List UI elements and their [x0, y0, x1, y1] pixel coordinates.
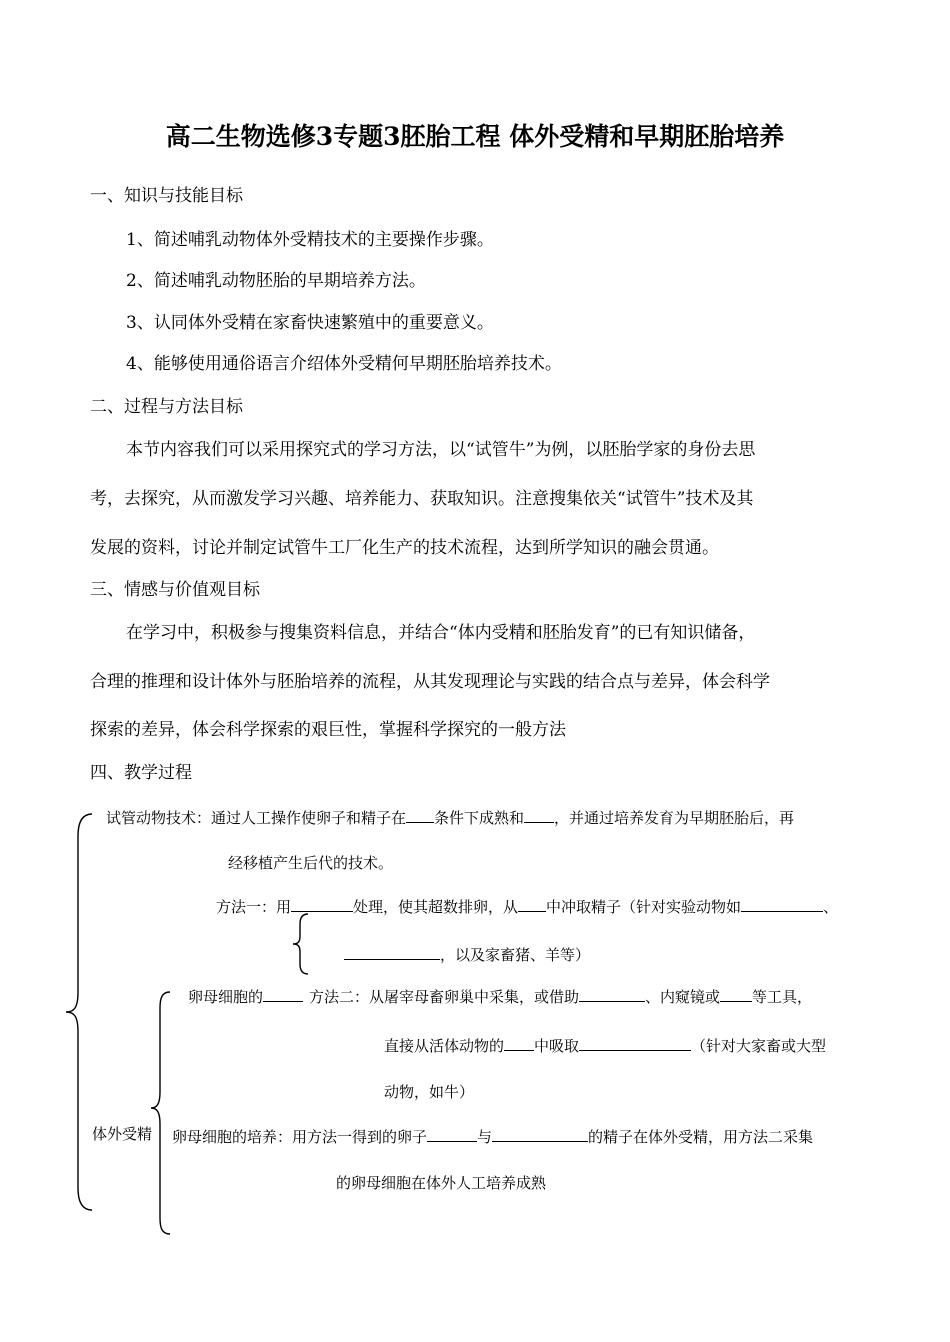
objective-item-2: 2、简述哺乳动物胚胎的早期培养方法。	[126, 271, 426, 291]
blank-lab-animal-1[interactable]	[741, 897, 823, 912]
method2-text-3: 等工具，	[752, 988, 813, 1006]
blank-fertilization[interactable]	[524, 808, 554, 823]
culture-text-3: 的精子在体外受精，用方法二采集	[588, 1128, 814, 1146]
blank-egg-collection[interactable]	[263, 987, 303, 1002]
blank-hormone[interactable]	[291, 897, 353, 912]
outer-brace	[60, 812, 100, 1212]
method1-text-1: 方法一：用	[216, 898, 292, 916]
method2-text-2: 、内窥镜或	[645, 988, 721, 1006]
blank-capacitated[interactable]	[492, 1127, 588, 1142]
values-paragraph-line-3: 探索的差异，体会科学探索的艰巨性，掌握科学探究的一般方法	[90, 720, 566, 740]
method2-text-6: （针对大家畜或大型	[691, 1037, 827, 1055]
egg-cell-brace	[148, 990, 178, 1236]
blank-oviduct[interactable]	[518, 897, 546, 912]
egg-cell-label: 卵母细胞的	[188, 988, 264, 1006]
blank-lab-animal-2[interactable]	[344, 945, 440, 960]
blank-condition[interactable]	[406, 808, 434, 823]
method1-text-4: 、	[823, 898, 839, 916]
culture-text-2: 与	[477, 1128, 493, 1146]
tube-animal-tech-text-3: ，并通过培养发育为早期胚胎后，再	[554, 809, 795, 827]
method2-line-3: 动物，如牛）	[384, 1083, 475, 1101]
tube-animal-tech-text-1: 试管动物技术：通过人工操作使卵子和精子在	[106, 809, 407, 827]
method1-brace	[290, 912, 314, 976]
blank-ultrasound[interactable]	[579, 987, 645, 1002]
process-paragraph-line-1: 本节内容我们可以采用探究式的学习方法，以“试管牛”为例，以胚胎学家的身份去思	[126, 440, 756, 460]
ivf-label: 体外受精	[92, 1125, 153, 1143]
culture-line-2: 的卵母细胞在体外人工培养成熟	[336, 1174, 547, 1192]
section-heading-process: 二、过程与方法目标	[90, 397, 243, 417]
blank-ovary[interactable]	[504, 1036, 534, 1051]
values-paragraph-line-2: 合理的推理和设计体外与胚胎培养的流程，从其发现理论与实践的结合点与差异，体会科学	[90, 672, 770, 692]
method1-text-3: 中冲取精子（针对实验动物如	[546, 898, 742, 916]
method1-line-1	[216, 897, 838, 915]
tube-animal-tech-line-1	[106, 808, 794, 826]
blank-direct[interactable]	[427, 1127, 477, 1142]
culture-line-1	[172, 1127, 813, 1145]
method1-text-2: 处理，使其超数排卵，从	[353, 898, 519, 916]
section-heading-values: 三、情感与价值观目标	[90, 580, 260, 600]
method2-text-4: 直接从活体动物的	[384, 1037, 505, 1055]
process-paragraph-line-3: 发展的资料，讨论并制定试管牛工厂化生产的技术流程，达到所学知识的融会贯通。	[90, 538, 719, 558]
page-title: 高二生物选修3专题3胚胎工程 体外受精和早期胚胎培养	[165, 122, 785, 151]
section-heading-teaching: 四、教学过程	[90, 763, 192, 783]
blank-oocyte[interactable]	[579, 1036, 691, 1051]
objective-item-3: 3、认同体外受精在家畜快速繁殖中的重要意义。	[126, 313, 494, 333]
method1-text-5: ，以及家畜猪、羊等）	[440, 946, 591, 964]
objective-item-4: 4、能够使用通俗语言介绍体外受精何早期胚胎培养技术。	[126, 354, 562, 374]
objective-item-1: 1、简述哺乳动物体外受精技术的主要操作步骤。	[126, 230, 494, 250]
method2-text-1: 方法二：从屠宰母畜卵巢中采集，或借助	[309, 988, 580, 1006]
egg-cell-line-1	[188, 987, 812, 1005]
process-paragraph-line-2: 考，去探究，从而激发学习兴趣、培养能力、获取知识。注意搜集依关“试管牛”技术及其	[90, 489, 754, 509]
values-paragraph-line-1: 在学习中，积极参与搜集资料信息，并结合“体内受精和胚胎发育”的已有知识储备，	[126, 623, 756, 643]
method2-text-5: 中吸取	[534, 1037, 580, 1055]
blank-laparoscope[interactable]	[720, 987, 752, 1002]
method1-line-2	[344, 945, 590, 963]
tube-animal-tech-text-2: 条件下成熟和	[434, 809, 525, 827]
section-heading-knowledge: 一、知识与技能目标	[90, 186, 243, 206]
culture-text-1: 卵母细胞的培养：用方法一得到的卵子	[172, 1128, 428, 1146]
tube-animal-tech-line-2: 经移植产生后代的技术。	[228, 854, 394, 872]
method2-line-2	[384, 1036, 826, 1054]
